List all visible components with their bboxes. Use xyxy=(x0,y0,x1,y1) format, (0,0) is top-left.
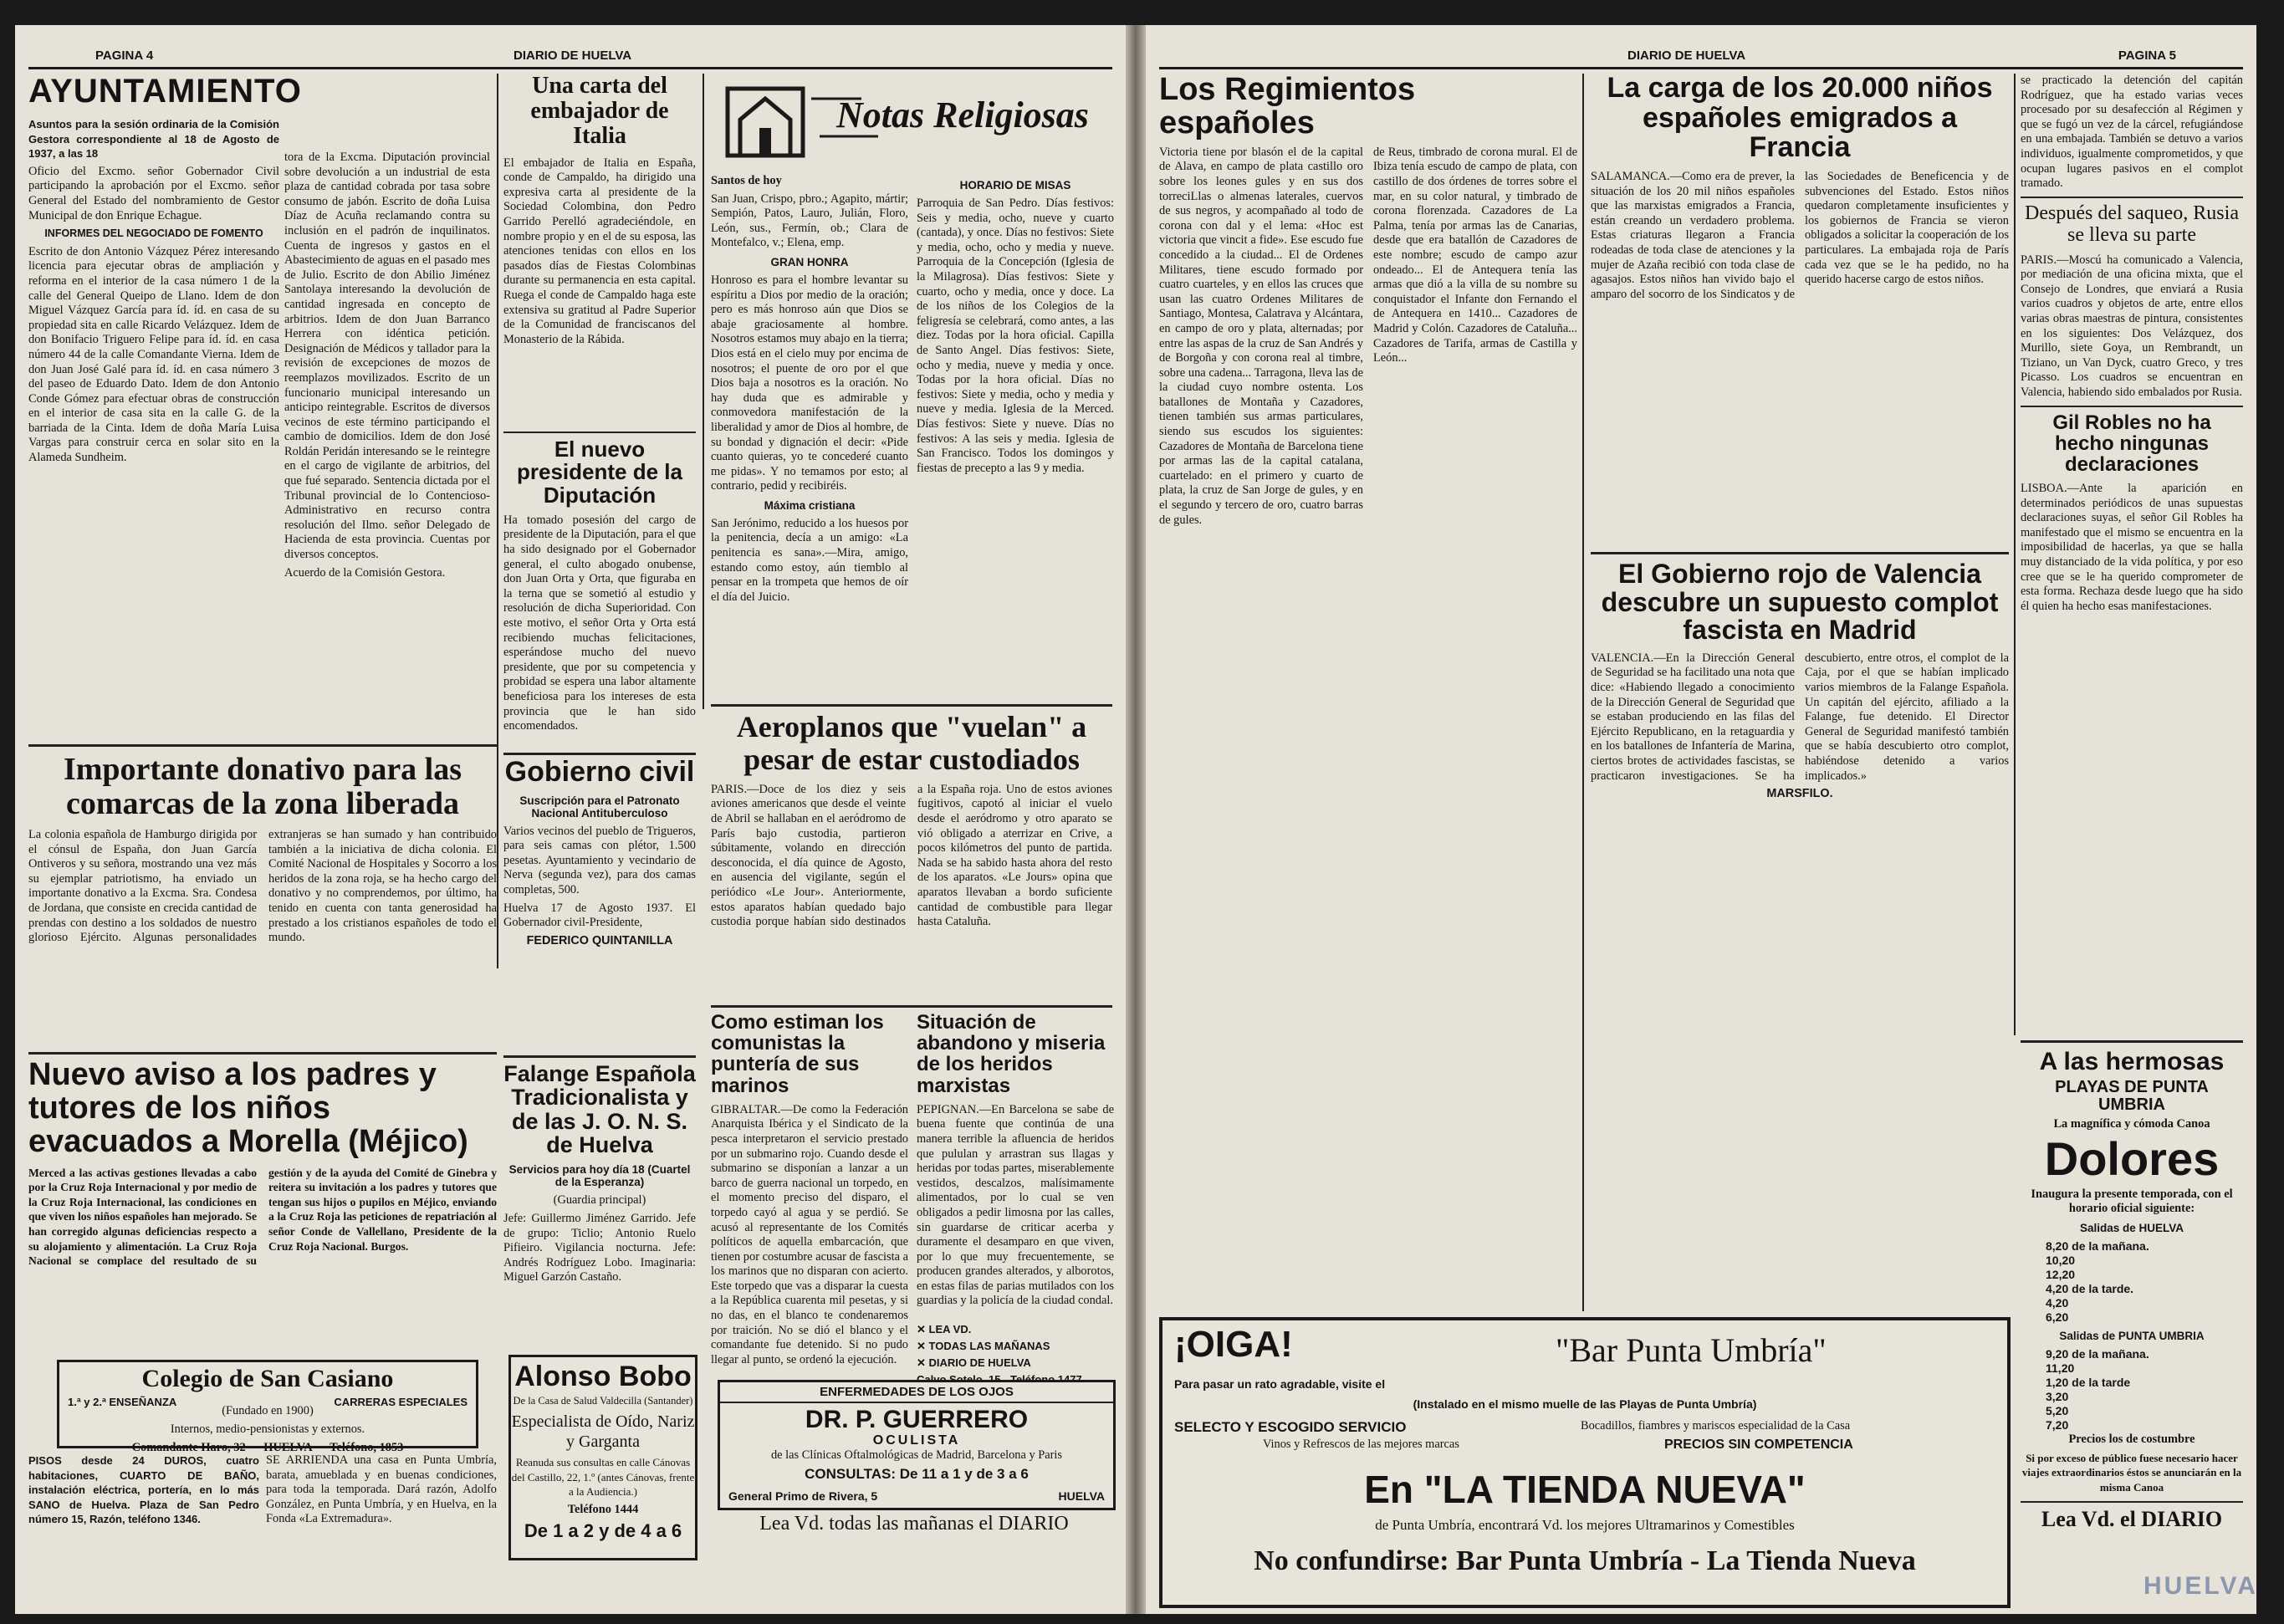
gobierno-body: Varios vecinos del pueblo de Trigueros, para seis camas con plétor, 1.500 pesetas. Ayuntamiento y vecindario de Nerva (segunda vez), para dos camas completas, 500. xyxy=(503,824,696,897)
ojos-clinics: de las Clínicas Oftalmológicas de Madrid, Barcelona y Paris xyxy=(770,1448,1063,1462)
rule xyxy=(1591,552,2009,554)
embajador-article xyxy=(503,74,696,425)
bar-left: Para pasar un rato agradable, visite el xyxy=(1174,1377,1386,1391)
dolores-inaugura: Inaugura la presente temporada, con el horario oficial siguiente: xyxy=(2031,1187,2233,1216)
left-paper-name: DIARIO DE HUELVA xyxy=(514,49,632,63)
confundirse-line: No confundirse: Bar Punta Umbría - La Tienda Nueva xyxy=(1254,1545,1916,1576)
morella-article xyxy=(28,1059,497,1351)
left-running-head xyxy=(28,47,1112,69)
precios: Precios los de costumbre xyxy=(2068,1432,2195,1447)
gil-title: Gil Robles no ha hecho ningunas declaraciones xyxy=(2052,411,2211,476)
aeroplanos-title: Aeroplanos que "vuelan" a pesar de estar custodiados xyxy=(736,710,1087,776)
ojos-city: HUELVA xyxy=(1058,1489,1105,1503)
ayuntamiento-column-2 xyxy=(284,151,490,736)
ferry-time: 6,20 xyxy=(2046,1310,2069,1325)
ferry-time: 8,20 de la mañana. xyxy=(2046,1239,2149,1254)
lea-item: ✕ DIARIO DE HUELVA xyxy=(917,1356,1031,1369)
gobierno-sub: Suscripción para el Patronato Nacional Antituberculoso xyxy=(519,794,680,820)
ferry-time: 12,20 xyxy=(2046,1268,2076,1282)
column-rule xyxy=(2014,74,2016,1035)
gobierno-date: Huelva 17 de Agosto 1937. El Gobernador civil-Presidente, xyxy=(503,901,696,930)
colegio-body: Internos, medio-pensionistas y externos. xyxy=(170,1422,365,1436)
arrienda-ad xyxy=(266,1453,497,1562)
falange-sub: Servicios para hoy día 18 (Cuartel de la Esperanza) xyxy=(508,1163,691,1189)
rule xyxy=(28,744,497,747)
maxima-body: San Jerónimo, reducido a los huesos por la penitencia, decía a un amigo: «La penitencia es sana».—Mira, amigo, estando como estoy, aún tiemblo al pensar en la trompeta que hemos de oír el día del Juicio. xyxy=(711,516,908,604)
ojos-name: DR. P. GUERRERO xyxy=(805,1406,1029,1433)
colegio-right: CARRERAS ESPECIALES xyxy=(334,1396,468,1408)
gobierno-article xyxy=(503,758,696,1052)
playas-sub: PLAYAS DE PUNTA UMBRIA xyxy=(2055,1077,2209,1114)
gobierno-title: Gobierno civil xyxy=(504,756,695,788)
bottom-banner: Lea Vd. todas las mañanas el DIARIO xyxy=(759,1513,1069,1535)
aeroplanos-article xyxy=(711,711,1112,999)
horario-body: Parroquia de San Pedro. Días festivos: Seis y media, ocho, nueve y cuarto (cantada), y once. Días no festivos: Siete y media, ocho, ocho y media y nueve. Parroquia de la Concepción (Iglesia de la Milagrosa). Días festivos: Siete y cuarto, ocho y media, once y doce. La de los niños de los Colegios de la feligresía se celebrará, como antes, a las diez. Todas por la hora oficial. Capilla de Santo Angel. Días festivos: Siete, ocho y media, nueve y media y once. Todas por la hora oficial. Días no festivos: Siete y media, ocho y media y nueve y media. Iglesia de la Merced. Días festivos: Siete y nueve. Días no festivos: A las seis y media. Iglesia de San Francisco. Todos los domingos y fiestas de precepto a las 9 y media. xyxy=(917,197,1114,475)
column-rule xyxy=(1582,74,1584,1311)
bobo-hours: De 1 a 2 y de 4 a 6 xyxy=(524,1519,682,1541)
colegio-left: 1.ª y 2.ª ENSEÑANZA xyxy=(68,1396,177,1408)
salidas-huelva: Salidas de HUELVA xyxy=(2079,1222,2184,1235)
carga-body: SALAMANCA.—Como era de prever, la situación de los 20 mil niños españoles que las marxistas emigrados a Francia, están creando un verdadero problema. Estas criaturas llegaron a Francia rodeadas de toda clase de atenciones y la mujer de Azaña recibió con toda clase de agasajos. Estos niños han vivido bajo el amparo del socorro de los Sindicatos y de las Sociedades de Beneficencia y de subvenciones del Estado. Estos niños quedaron completamente insuficientes y los gobiernos de Francia se vieron obligados a solicitar la cooperación de los particulares. La embajada roja de París cada vez que se le ha pedido, no ha querido hacerse cargo de estos niños. xyxy=(1591,170,2009,301)
ayuntamiento-column xyxy=(28,73,302,734)
diputacion-body: Ha tomado posesión del cargo de presidente de la Diputación, para el que ha sido designado por el Gobernador general, el culto abogado onubense, don Juan Orta y Orta, que figuraba en la terna que se sometió al estudio y resolución de dicha Superioridad. Con este motivo, el señor Orta y Orta está recibiendo muchas felicitaciones, esperándose mucho del nuevo presidente, que por su competencia y probidad se espera una labor altamente beneficiosa para los intereses de esta provincia que le han sido encomendados. xyxy=(503,513,696,733)
abandono-body: PEPIGNAN.—En Barcelona se sabe de buena fuente que continúa de una manera terrible la afluencia de heridos que pululan y arrastran sus llagas y heridas por todas partes, miserablemente vestidos, descalzos, malísimamente alimentados, por lo cual se ven obligados a pedir limosna por las calles, sin guardarse de criticar acerba y duramente el desamparo en que viven, por lo que muy frecuentemente, se producen grandes alterados, y alborotos, en estas filas de parias mutilados con los guardias y la policía de la ciudad condal. xyxy=(917,1102,1114,1308)
colegio-ad xyxy=(57,1360,478,1454)
rule xyxy=(711,704,1112,707)
bobo-body: Reanuda sus consultas en calle Cánovas del Castillo, 22, 1.º (antes Cánovas, frente a la Audiencia.) xyxy=(511,1456,695,1499)
ojos-hours: CONSULTAS: De 11 a 1 y de 3 a 6 xyxy=(805,1466,1029,1483)
bar-precios: PRECIOS SIN COMPETENCIA xyxy=(1664,1438,1853,1452)
ayuntamiento-body3: tora de la Excma. Diputación provincial sobre devolución a un industrial de esta plaza de cantidad cobrada por tasa sobre consumo de jabón. Escrito de doña Luisa Díaz de Acuña reclamando contra su inclusión en el padrón de inquilinatos. Cuenta de ingresos y gastos en el Abastecimiento de aguas en el pasado mes de Julio. Escrito de don Abilio Jiménez Santolaya interesando la devolución de cantidad ingresada en concepto de arbitrios. Idem de don Juan Barranco Herrera con idéntica petición. Designación de Médicos y tallador para la revisión de excepciones de mozos de reemplazos movilizados. Escrito de un funcionario municipal interesando un anticipo reintegrable. Escritos de diversos vecinos de este término participando el cambio de domicilios. Idem de don José Roldán Peridán interesando se le reintegre en el cargo de vigilante de arbitrios, del que fué separado. Sentencia dictada por el Tribunal provincial de lo Contencioso-Administrativo en recurso contra resolución del Ilmo. señor Delegado de Hacienda de esta provincia. Cuentas por diversos conceptos. xyxy=(284,151,490,562)
pisos-ad xyxy=(28,1453,259,1562)
playas-canoa: La magnífica y cómoda Canoa xyxy=(2053,1116,2210,1131)
right-page-label: PAGINA 5 xyxy=(2118,49,2176,63)
ayuntamiento-title: AYUNTAMIENTO xyxy=(28,73,302,110)
abandono-title: Situación de abandono y miseria de los heridos marxistas xyxy=(917,1011,1106,1097)
comunistas-article xyxy=(711,1011,908,1366)
rule xyxy=(2021,197,2243,198)
ferry-time: 1,20 de la tarde xyxy=(2046,1376,2131,1390)
tienda-sub: de Punta Umbría, encontrará Vd. los mejores Ultramarinos y Comestibles xyxy=(1375,1517,1795,1533)
regimientos-article xyxy=(1159,74,1577,1311)
lea-item: ✕ LEA VD. xyxy=(917,1323,972,1335)
donativo-title: Importante donativo para las comarcas de la zona liberada xyxy=(63,752,462,822)
regimientos-title: Los Regimientos españoles xyxy=(1159,72,1416,140)
bar-bocadillos: Bocadillos, fiambres y mariscos especialidad de la Casa xyxy=(1581,1419,1851,1432)
ferry-time: 4,20 de la tarde. xyxy=(2046,1282,2134,1296)
salidas-punta: Salidas de PUNTA UMBRIA xyxy=(2059,1330,2205,1343)
maxima-heading: Máxima cristiana xyxy=(764,498,856,512)
religiosa-column-1 xyxy=(711,174,908,709)
morella-body: Merced a las activas gestiones llevadas a cabo por la Cruz Roja Internacional y por medio de la Cruz Roja Internacional, las condiciones en que viven los niños españoles han mejorado. Se han corregido algunas deficiencias respecto a su alojamiento y alimentación. La Cruz Roja Nacional se complace del resultado de su gestión y de la ayuda del Comité de Ginebra y reitera su invitación a los padres y tutores que tengan sus hijos o pupilos en Méjico, enviando a la Cruz Roja las peticiones de repatriación al señor Conde de Vallellano, Presidente de la Cruz Roja Nacional. Burgos. xyxy=(28,1166,497,1268)
ayuntamiento-signoff: Acuerdo de la Comisión Gestora. xyxy=(284,565,446,580)
bar-name: "Bar Punta Umbría" xyxy=(1556,1331,1827,1369)
bobo-spec: Especialista de Oído, Nariz y Garganta xyxy=(511,1412,695,1452)
gil-body: LISBOA.—Ante la aparición en determinados periódicos de unas supuestas declaraciones suyas, el señor Gil Robles ha manifestado que el mismo se encuentra en la imposibilidad de hacerlas, ya que se halla muy distanciado de la vida política, y por eso cree que se le ha querido comprometer de esta forma. Rechaza desde luego que ha sido él quien ha hecho esas manifestaciones. xyxy=(2021,482,2243,613)
dolores-name: Dolores xyxy=(2044,1132,2220,1186)
dolores-ad xyxy=(2021,1045,2243,1581)
religiosa-title: Notas Religiosas xyxy=(836,94,1089,135)
horario-heading: HORARIO DE MISAS xyxy=(959,179,1071,192)
col5 xyxy=(2021,74,2243,1035)
bar-vinos: Vinos y Refrescos de las mejores marcas xyxy=(1263,1438,1459,1451)
ferry-time: 7,20 xyxy=(2046,1418,2069,1432)
right-running-head xyxy=(1159,47,2243,69)
lea-diario: Lea Vd. el DIARIO xyxy=(2021,1501,2243,1531)
saqueo-body: PARIS.—Moscú ha comunicado a Valencia, por mediación de una oficina mixta, que el Consejo de Londres, que enviará a Rusia varios cuadros y objetos de arte, entre ellos varias obras maestras de pintura, consistentes en los siguientes: Dos Velázquez, dos Murillo, siete Goya, un Rembrandt, un Tiziano, un Van Dyck, cuatro Greco, y tres Picasso. Los cuadros se encuentran en Valencia, habiendo sido embalados por Rusia. xyxy=(2021,253,2243,399)
tienda-title: En "LA TIENDA NUEVA" xyxy=(1364,1468,1806,1511)
gobierno-rojo-signoff: MARSFILO. xyxy=(1766,787,1833,801)
falange-body: Jefe: Guillermo Jiménez Garrido. Jefe de grupo: Ticlio; Antonio Ruelo Pifieiro. Vigilancia nocturna. Jefe: Andrés Rodríguez Lobo. Imaginaria: Miguel Garzón Castaño. xyxy=(503,1211,696,1284)
morella-title: Nuevo aviso a los padres y tutores de los niños evacuados a Morella (Méjico) xyxy=(28,1057,468,1159)
watermark-huelva: HUELVA xyxy=(2143,1572,2258,1600)
saqueo-title: Después del saqueo, Rusia se lleva su parte xyxy=(2025,202,2239,246)
religiosa-masthead xyxy=(711,74,1112,166)
right-paper-name: DIARIO DE HUELVA xyxy=(1627,49,1746,63)
bobo-name: Alonso Bobo xyxy=(514,1361,692,1392)
gobierno-rojo-body: VALENCIA.—En la Dirección General de Seguridad se ha facilitado una nota que dice: «Habiendo llegado a conocimiento de la Dirección General de Seguridad que se estaban produciendo en las filas del Ejército Republicano, en la retaguardia y en los batallones de Infantería de Marina, ciertos brotes de actividades fascistas, se practicaron investigaciones. Se ha descubierto, entre otros, el complot de la Caja, por el que se habían implicado varios miembros de la Falange Española. Un capitán del ejército, afiliado a la Falange, fue detenido. El Director General de Seguridad manifestó también que se había descubierto otro complot, habiéndose detenido a varios implicados.» xyxy=(1591,651,2009,783)
donativo-body: La colonia española de Hamburgo dirigida por el cónsul de España, don Juan García Ontiveros y su señora, mostrando una vez más su ejemplar patriotismo, ha enviado un importante donativo a la Excma. Sra. Condesa de Jordana, que consiste en crecida cantidad de prendas con destino a los soldados de nuestro glorioso Ejército. Algunas personalidades extranjeras se han sumado y han contribuido también a la iniciativa de dicha colonia. El Comité Nacional de Hospitales y Socorro a los heridos de la zona roja, se ha hecho cargo del donativo y no comprendemos, por último, ha tenido en cuenta con tanta generosidad ha prestado a los cristianos españoles de todo el mundo. xyxy=(28,828,497,945)
colegio-address: Comandante Haro, 32 — HUELVA — Teléfono, 1853 xyxy=(131,1440,404,1454)
gobierno-signature: FEDERICO QUINTANILLA xyxy=(526,933,673,947)
diputacion-title: El nuevo presidente de la Diputación xyxy=(517,437,682,508)
ferry-time: 4,20 xyxy=(2046,1296,2069,1310)
falange-article xyxy=(503,1062,696,1346)
embajador-title: Una carta del embajador de Italia xyxy=(530,73,669,150)
lea-item: ✕ TODAS LAS MAÑANAS xyxy=(917,1340,1050,1352)
gobierno-rojo-article xyxy=(1591,560,2009,1309)
ojos-title: OCULISTA xyxy=(872,1432,961,1448)
falange-title: Falange Española Tradicionalista y de las J. O. N. S. de Huelva xyxy=(503,1061,696,1158)
oiga-title: ¡OIGA! xyxy=(1174,1324,1293,1365)
santos-text: San Juan, Crispo, pbro.; Agapito, mártir; Sempión, Patos, Lauro, Julián, Floro, León, sus., Fermín, ob.; Clara de Montefalco, v.; Elena, emp. xyxy=(711,192,908,250)
bar-ad xyxy=(1159,1317,2011,1608)
rule xyxy=(2021,1040,2243,1043)
ayuntamiento-intro: Asuntos para la sesión ordinaria de la Comisión Gestora correspondiente al 18 de Agosto de 1937, a las 18 xyxy=(28,118,279,161)
donativo-article xyxy=(28,753,497,1045)
rule xyxy=(28,1052,497,1055)
bobo-phone: Teléfono 1444 xyxy=(567,1503,639,1517)
col5-top: se practicado la detención del capitán Rodríguez, que ha estado varias veces procesado por su desafección al Régimen y que se fugó un vez de la cárcel, refugiándose en una embajada. También se detuvo a varios individuos, igualmente comprometidos, y que ocupan lugares pasivos en el complot tramado. xyxy=(2021,74,2243,191)
colegio-title: Colegio de San Casiano xyxy=(141,1365,394,1392)
rule xyxy=(711,1005,1112,1008)
newspaper-spread xyxy=(15,25,2256,1614)
comunistas-title: Como estiman los comunistas la puntería de sus marinos xyxy=(711,1011,884,1097)
carga-title: La carga de los 20.000 niños españoles emigrados a Francia xyxy=(1607,72,1993,164)
carga-article xyxy=(1591,74,2009,542)
bobo-ad xyxy=(508,1355,697,1560)
column-rule xyxy=(497,74,498,968)
diputacion-article xyxy=(503,438,696,748)
gran-honra-heading: GRAN HONRA xyxy=(770,255,849,268)
ayuntamiento-body2: Escrito de don Antonio Vázquez Pérez interesando licencia para ejecutar obras de ampliación y reforma en el interior de la casa número 1 de la calle del General Queipo de Llano. Idem de don Miguel Vázquez García para íd. íd. en casa de su propiedad sita en calle Ricardo Velázquez. Idem de don Bonifacio Triguero Felipe para íd. íd. en casa número 44 de la calle Comandante Vierna. Idem de don Juan José Galé para íd. íd. en casa número 3 del paseo de Eduardo Dato. Idem de don Antonio Conde Gómez para efectuar obras de construcción en el interior de casa sita en la calle G. de la barriada de la Cinta. Idem de doña María Luisa Vargas para construir cerca en solar sito en la Alameda Sundheim. xyxy=(28,244,279,465)
bar-selecto: SELECTO Y ESCOGIDO SERVICIO xyxy=(1174,1419,1407,1435)
ferry-time: 3,20 xyxy=(2046,1390,2069,1404)
ayuntamiento-section: INFORMES DEL NEGOCIADO DE FOMENTO xyxy=(44,227,263,240)
rule xyxy=(503,432,696,433)
playas-title: A las hermosas xyxy=(2039,1048,2225,1075)
regimientos-body2: de Reus, timbrado de corona mural. El de Ibiza tenía escudo de campo de plata, con castillo de dos órdenes de torres sobre el mar, en su color natural, y timbrado de corona florenzada. Cazadores de La Palma, tenía por armas las de Canarias, desde que era batallón de Cazadores de este nombre; escudo de campo azur ondeado... El de Antequera tenía las armas que dió a la villa de su nombre su conquistador el Infante don Fernando el de Antequera en 1410... Cazadores de Madrid y Colón. Cazadores de Cataluña... Cazadores de Tarifa, armas de Castilla y León... xyxy=(1373,145,1577,365)
comunistas-body: GIBRALTAR.—De como la Federación Anarquista Ibérica y el Sindicato de la pesca interpretaron el servicio prestado por un submarino rojo. Cuando desde el submarino se disponían a lanzar a un barco de guerra nacional un torpedo, en el momento preciso del disparo, el torpedo cayó al agua y se perdió. Se acusó al representante de los Comités políticos de aquella embarcación, que tienen por costumbre acusar de fascista a los marinos que no disparan con acierto. Este torpedo que vas a disparar la cuesta a la República cuarenta mil pesetas, y si no das, en el blanco te condenaremos por traición. No se dió el blanco y el comandante fue detenido. Si no pudo llegar al punto, se ordenó la ejecución. xyxy=(711,1102,908,1366)
right-page xyxy=(1146,25,2256,1614)
ojos-address: General Primo de Rivera, 5 xyxy=(728,1489,878,1503)
bobo-house: De la Casa de Salud Valdecilla (Santander) xyxy=(513,1394,693,1407)
rule xyxy=(2021,406,2243,407)
punta-times xyxy=(2021,1347,2243,1432)
oculista-ad xyxy=(718,1380,1116,1510)
column-rule xyxy=(703,74,704,709)
falange-guardia: (Guardia principal) xyxy=(553,1193,646,1208)
rule xyxy=(503,753,696,755)
colegio-founded: (Fundado en 1900) xyxy=(222,1404,314,1418)
religiosa-column-2 xyxy=(917,174,1114,709)
page-gutter xyxy=(1126,25,1146,1614)
arrienda-text: SE ARRIENDA una casa en Punta Umbría, barata, amueblada y en buenas condiciones, para toda la temporada. Dará razón, Adolfo González, en Punta Umbría, y en Huelva, en la Fonda «La Extremadura». xyxy=(266,1453,497,1526)
ayuntamiento-body1: Oficio del Excmo. señor Gobernador Civil participando la aprobación por el Excmo. señor General del Estado del nombramiento de Gestor Municipal de don Enrique Echague. xyxy=(28,164,279,222)
regimientos-body1: Victoria tiene por blasón el de la capital de Alava, en campo de plata castillo oro sobre los leones gules y en sus dos torreciLlas o almenas laterales, cuervos de sus negros, y acompañado al todo de corona con dal y el lema: «Hoc est victoria que vincit a fide». Ese escudo fue concedido a la ciudad... El de Ordenes Militares, tiene escudo formado por cuatro cuarteles, y en ellos las cruces que usan las cuatro Ordenes Militares de Santiago, Montesa, Calatrava y Alcántara, en campo de oro y plata, alternadas; por entre las aspas de la cruz de San Andrés y de Borgoña y con corona real al timbre, sobre una cadena... Tarragona, lleva las de la ciudad cuyo nombre ostenta. Los batallones de Montaña y Cazadores, tienen también sus armas particulares, siendo sus escudos los siguientes: Cazadores de Montaña de Barcelona tiene por armas las de la capital catalana, cuartelado: en el primero y cuarto de plata, la cruz de San Jorge de gules, y en el segundo y tercero de oro, cuatro barras de gules. xyxy=(1159,145,1363,527)
santos-label: Santos de hoy xyxy=(711,174,782,187)
aeroplanos-body: PARIS.—Doce de los diez y seis aviones americanos que desde el veinte de Abril se hallaban en el aeródromo de París bajo custodia, partieron súbitamente, volando en dirección desconocida, el día quince de Agosto, en ausencia del vigilante, según el periódico «Le Jour». Anteriormente, estos aparatos habían quedado bajo custodia porque habían sido destinados a la España roja. Uno de estos aviones fugitivos, capotó al iniciar el vuelo desde el aeródromo y otro aparato se vió obligado a aterrizar en Crive, a pocos kilómetros del punto de partida. Nada se ha sabido hasta ahora del resto de los aparatos. «Le Jours» opina que aparatos llevaban a bordo suficiente cantidad de combustible para llegar hasta Cataluña. xyxy=(711,782,1112,929)
ferry-time: 10,20 xyxy=(2046,1254,2076,1268)
abandono-article xyxy=(917,1012,1114,1313)
left-page-label: PAGINA 4 xyxy=(95,49,154,63)
ferry-time: 11,20 xyxy=(2046,1361,2075,1376)
lea-box xyxy=(917,1323,1114,1373)
embajador-body: El embajador de Italia en España, conde de Campaldo, ha dirigido una expresiva carta al presidente de la Sociedad Colombina, don Pedro Garrido Perelló agradeciéndole, en nombre propio y en el de su esposa, las atenciones tenidas con ellos en los pasados días de Fiestas Colombinas durante su permanencia en esta capital. Ruega el conde de Campaldo haga este extensiva su gratitud al Padre Superior de la Comunidad de franciscanos del Monasterio de la Rábida. xyxy=(503,156,696,346)
gobierno-rojo-title: El Gobierno rojo de Valencia descubre un supuesto complot fascista en Madrid xyxy=(1601,559,1999,646)
left-page xyxy=(15,25,1126,1614)
exceso: Si por exceso de público fuese necesario hacer viajes extraordinarios éstos se anunciarán en la misma Canoa xyxy=(2021,1451,2242,1494)
pisos-text: PISOS desde 24 DUROS, cuatro habitaciones, CUARTO DE BAÑO, instalación eléctrica, portería, en lo más SANO de Huelva. Plaza de San Pedro número 15, Razón, teléfono 1346. xyxy=(28,1454,259,1526)
ferry-time: 9,20 de la mañana. xyxy=(2046,1347,2149,1361)
ojos-header: ENFERMEDADES DE LOS OJOS xyxy=(720,1382,1113,1403)
bar-place: (Instalado en el mismo muelle de las Playas de Punta Umbría) xyxy=(1413,1397,1757,1411)
rule xyxy=(503,1055,696,1058)
huelva-times xyxy=(2021,1239,2243,1325)
ferry-time: 5,20 xyxy=(2046,1404,2069,1418)
gran-honra-body: Honroso es para el hombre levantar su espíritu a Dios por medio de la oración; pero es más honroso aún que Dios se abaje graciosamente al hombre. Nosotros estamos muy abajo en la tierra; Dios está en el cielo muy por encima de nosotros; el puente de oro por el que Dios baja a nosotros es la oración. No hay duda que es admirable y conmovedora manifestación de la liberalidad y amor de Dios al hombre, de su bondad y dignación el decir: «Pide cuanto quieras, yo te concederé cuanto me pidas». Y no temamos por esto; al contrario, pedid y recibiréis. xyxy=(711,273,908,493)
